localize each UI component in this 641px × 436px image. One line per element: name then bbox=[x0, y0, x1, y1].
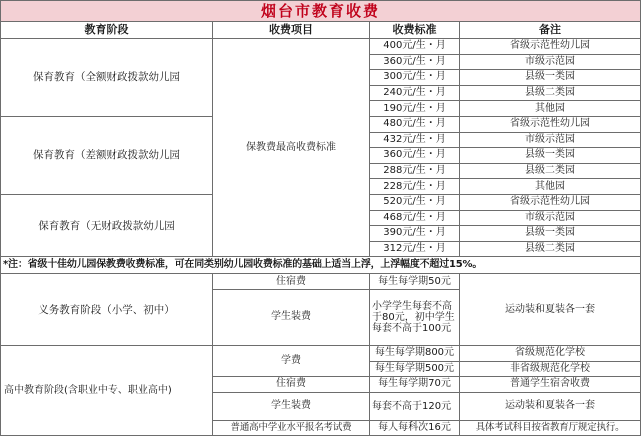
fee-cell: 520元/生・月 bbox=[370, 194, 460, 210]
fee-cell: 240元/生・月 bbox=[370, 85, 460, 101]
header-fee-item: 收费项目 bbox=[213, 22, 370, 39]
note-cell: 其他园 bbox=[460, 101, 641, 117]
fee-item-cell: 住宿费 bbox=[213, 274, 370, 290]
fee-cell: 每套不高于120元 bbox=[370, 392, 460, 420]
stage-preschool-full-funded: 保育教育（全额财政拨款幼儿园 bbox=[1, 39, 213, 117]
note-cell: 运动装和夏装各一套 bbox=[460, 392, 641, 420]
stage-preschool-no-funding: 保育教育（无财政拨款幼儿园 bbox=[1, 194, 213, 256]
header-fee-standard: 收费标准 bbox=[370, 22, 460, 39]
table-row bbox=[1, 39, 641, 55]
fee-item-cell: 普通高中学业水平报名考试费 bbox=[213, 420, 370, 436]
note-cell: 其他园 bbox=[460, 179, 641, 195]
fee-item-cell: 学生装费 bbox=[213, 392, 370, 420]
note-cell: 非省级规范化学校 bbox=[460, 361, 641, 377]
page-title: 烟台市教育收费 bbox=[1, 1, 641, 22]
stage-senior-high: 高中教育阶段(含职业中专、职业高中) bbox=[1, 345, 213, 435]
note-cell: 市级示范园 bbox=[460, 54, 641, 70]
fee-cell: 每生每学期800元 bbox=[370, 345, 460, 361]
fee-cell: 每人每科次16元 bbox=[370, 420, 460, 436]
fee-cell: 190元/生・月 bbox=[370, 101, 460, 117]
note-cell: 省级示范性幼儿园 bbox=[460, 116, 641, 132]
header-stage: 教育阶段 bbox=[1, 22, 213, 39]
fee-cell: 每生每学期50元 bbox=[370, 274, 460, 290]
note-cell: 县级一类园 bbox=[460, 148, 641, 164]
note-cell: 运动装和夏装各一套 bbox=[460, 274, 641, 346]
fee-cell: 360元/生・月 bbox=[370, 54, 460, 70]
note-cell: 县级一类园 bbox=[460, 70, 641, 86]
header-note: 备注 bbox=[460, 22, 641, 39]
note-cell: 市级示范园 bbox=[460, 210, 641, 226]
note-cell: 省级示范性幼儿园 bbox=[460, 39, 641, 55]
note-cell: 县级一类园 bbox=[460, 226, 641, 242]
fee-cell: 400元/生・月 bbox=[370, 39, 460, 55]
note-cell: 县级二类园 bbox=[460, 85, 641, 101]
footnote: *注：省级十佳幼儿园保教费收费标准，可在同类别幼儿园收费标准的基础上适当上浮，上浮幅度不超过15%。 bbox=[1, 257, 641, 274]
fee-cell: 312元/生・月 bbox=[370, 241, 460, 257]
header-row bbox=[1, 22, 641, 39]
fee-cell: 228元/生・月 bbox=[370, 179, 460, 195]
fee-cell: 360元/生・月 bbox=[370, 148, 460, 164]
note-cell: 普通学生宿舍收费 bbox=[460, 377, 641, 393]
note-cell: 县级二类园 bbox=[460, 163, 641, 179]
fee-item-cell: 住宿费 bbox=[213, 377, 370, 393]
fee-item-preschool: 保教费最高收费标准 bbox=[213, 39, 370, 257]
note-cell: 县级二类园 bbox=[460, 241, 641, 257]
fee-cell: 468元/生・月 bbox=[370, 210, 460, 226]
fee-cell: 300元/生・月 bbox=[370, 70, 460, 86]
stage-compulsory: 义务教育阶段（小学、初中） bbox=[1, 274, 213, 346]
table-row bbox=[1, 345, 641, 361]
fee-item-cell: 学费 bbox=[213, 345, 370, 376]
fee-cell: 432元/生・月 bbox=[370, 132, 460, 148]
fee-cell: 390元/生・月 bbox=[370, 226, 460, 242]
stage-preschool-partial-funded: 保育教育（差额财政拨款幼儿园 bbox=[1, 116, 213, 194]
table-row bbox=[1, 274, 641, 290]
fee-item-cell: 学生装费 bbox=[213, 289, 370, 345]
note-cell: 省级示范性幼儿园 bbox=[460, 194, 641, 210]
fee-cell: 288元/生・月 bbox=[370, 163, 460, 179]
fee-cell: 小学学生每套不高于80元，初中学生每套不高于100元 bbox=[370, 289, 460, 345]
note-cell: 具体考试科目按省教育厅规定执行。 bbox=[460, 420, 641, 436]
fee-cell: 每生每学期70元 bbox=[370, 377, 460, 393]
note-cell: 市级示范园 bbox=[460, 132, 641, 148]
fee-cell: 480元/生・月 bbox=[370, 116, 460, 132]
note-cell: 省级规范化学校 bbox=[460, 345, 641, 361]
fee-cell: 每生每学期500元 bbox=[370, 361, 460, 377]
